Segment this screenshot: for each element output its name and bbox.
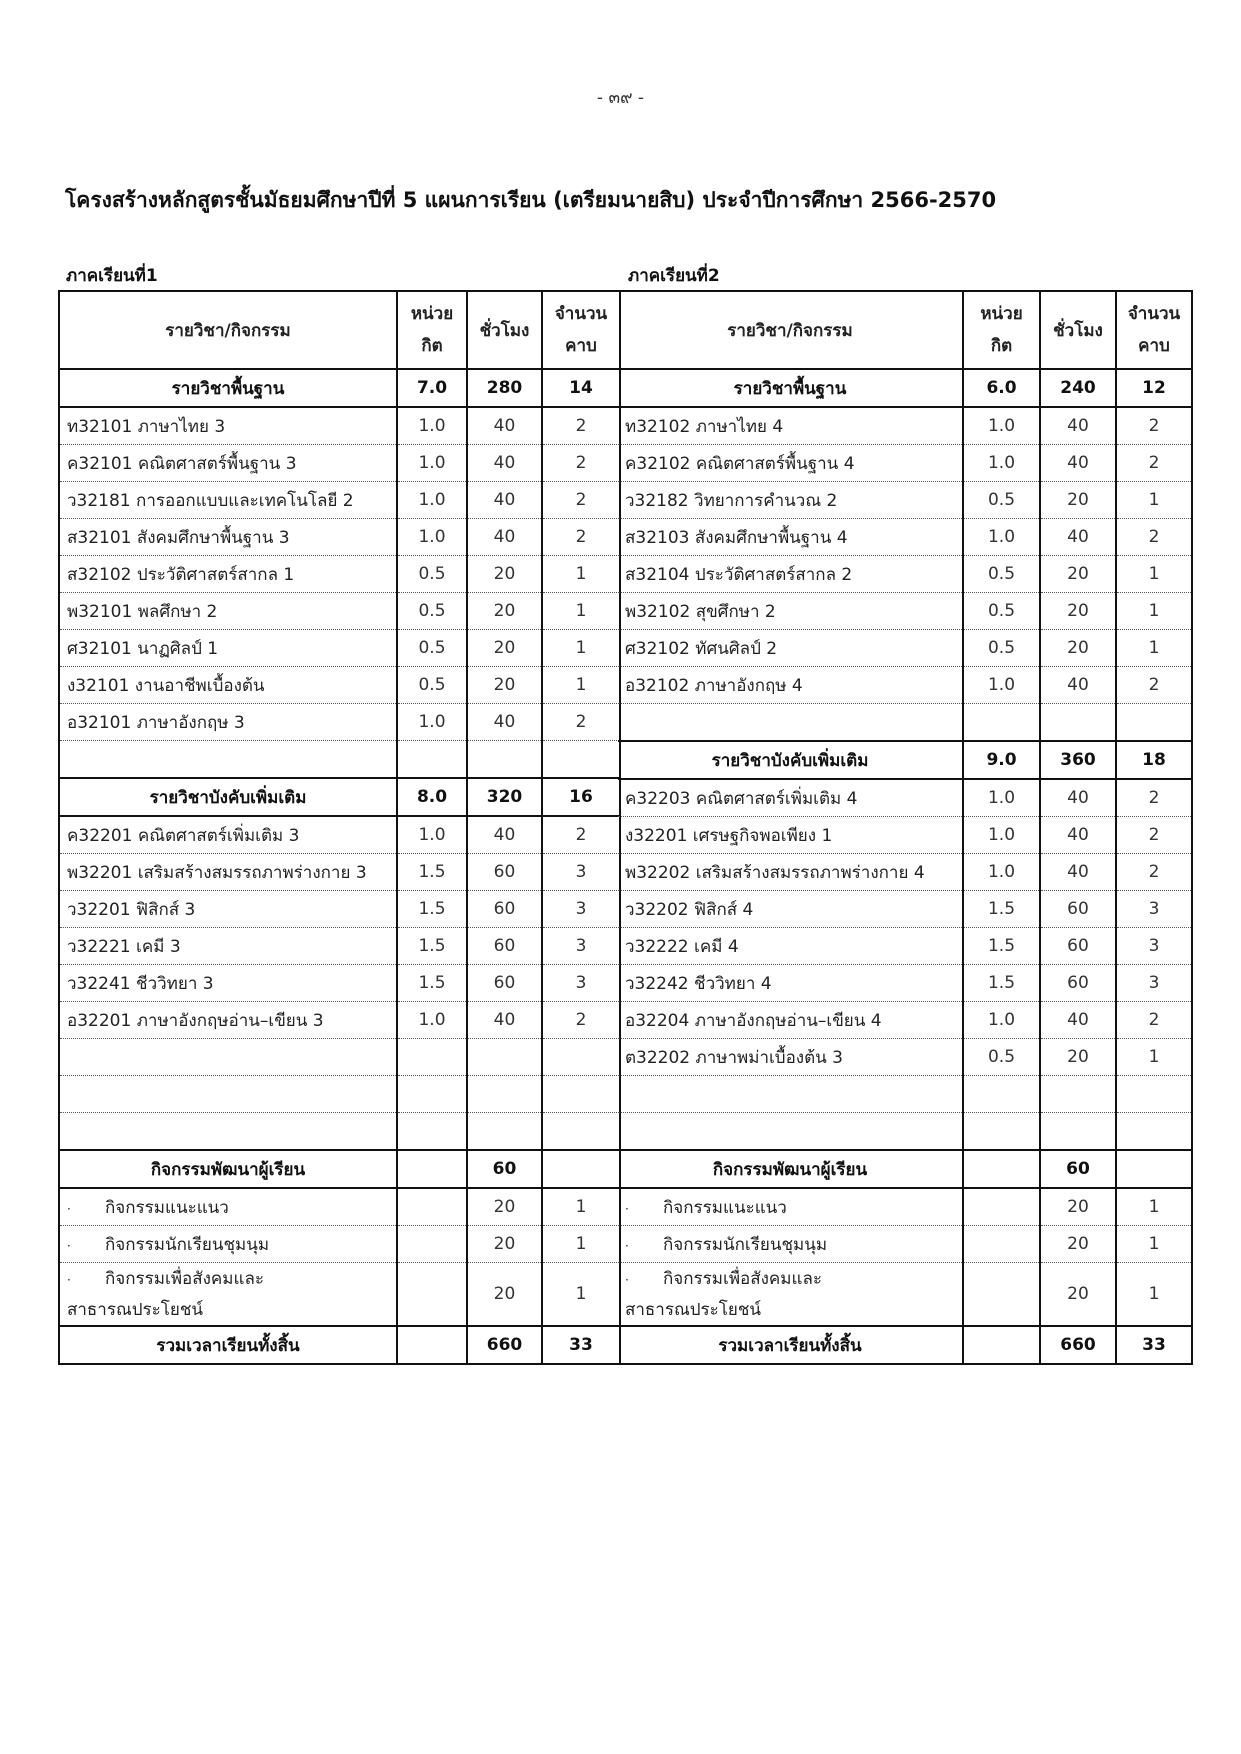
subject-row (59, 704, 620, 741)
subject-credit: 1.0 (397, 482, 467, 519)
subject-row (59, 445, 620, 482)
section-periods: 18 (1116, 741, 1192, 779)
subject-row (618, 482, 1192, 519)
subject-hours: 40 (1040, 445, 1116, 482)
subject-hours: 40 (467, 482, 542, 519)
subject-row (59, 965, 620, 1002)
subject-row (618, 891, 1192, 928)
subject-credit: 1.5 (397, 854, 467, 891)
activity-periods: 1 (542, 1226, 620, 1263)
subject-hours: 40 (467, 1002, 542, 1039)
subject-hours: 20 (1040, 556, 1116, 593)
section-hours: 280 (467, 369, 542, 407)
subject-periods: 1 (1116, 1039, 1192, 1076)
subject-row (618, 407, 1192, 445)
subject-credit: 0.5 (397, 556, 467, 593)
header-credit-line2: กิต (990, 336, 1013, 356)
subject-row (59, 854, 620, 891)
subject-hours: 40 (1040, 519, 1116, 556)
subject-row (618, 1039, 1192, 1076)
activity-label: กิจกรรมแนะแนว (663, 1197, 787, 1218)
header-subject: รายวิชา/กิจกรรม (618, 291, 963, 369)
subject-row (59, 556, 620, 593)
header-credit-line2: กิต (421, 336, 443, 356)
subject-credit: 1.0 (397, 519, 467, 556)
section-hours: 240 (1040, 369, 1116, 407)
subject-name: ว32182 วิทยาการคำนวณ 2 (618, 482, 963, 519)
subject-credit: 1.0 (397, 407, 467, 445)
total-periods: 33 (542, 1326, 620, 1364)
empty-row (618, 1076, 1192, 1113)
section-name: กิจกรรมพัฒนาผู้เรียน (59, 1150, 397, 1188)
subject-periods: 1 (1116, 630, 1192, 667)
activity-credit (397, 1188, 467, 1226)
subject-periods: 1 (1116, 482, 1192, 519)
subject-name: ว32221 เคมี 3 (59, 928, 397, 965)
subject-periods: 2 (1116, 519, 1192, 556)
section-additional-row (618, 741, 1192, 779)
subject-name: ต32202 ภาษาพม่าเบื้องต้น 3 (618, 1039, 963, 1076)
subject-periods: 2 (542, 704, 620, 741)
section-hours: 60 (467, 1150, 542, 1188)
section-name: กิจกรรมพัฒนาผู้เรียน (618, 1150, 963, 1188)
subject-row (618, 630, 1192, 667)
activity-hours: 20 (467, 1263, 542, 1327)
subject-periods: 3 (1116, 928, 1192, 965)
section-basic-row (59, 369, 620, 407)
subject-row (59, 816, 620, 854)
activity-periods: 1 (1116, 1188, 1192, 1226)
section-credit: 9.0 (963, 741, 1040, 779)
header-periods-line1: จำนวน (1127, 304, 1181, 324)
total-periods: 33 (1116, 1326, 1192, 1364)
subject-periods: 1 (1116, 593, 1192, 630)
subject-name: ศ32102 ทัศนศิลป์ 2 (618, 630, 963, 667)
subject-row (618, 667, 1192, 704)
subject-row (618, 928, 1192, 965)
subject-hours: 60 (467, 965, 542, 1002)
subject-name: อ32102 ภาษาอังกฤษ 4 (618, 667, 963, 704)
activity-credit (397, 1226, 467, 1263)
subject-name: ว32201 ฟิสิกส์ 3 (59, 891, 397, 928)
subject-name: ว32181 การออกแบบและเทคโนโลยี 2 (59, 482, 397, 519)
subject-row (618, 817, 1192, 854)
subject-credit: 0.5 (963, 1039, 1040, 1076)
activity-periods: 1 (542, 1263, 620, 1327)
subject-name: ส32102 ประวัติศาสตร์สากล 1 (59, 556, 397, 593)
table-header-row (59, 291, 620, 369)
subject-credit: 0.5 (963, 556, 1040, 593)
activity-row (59, 1226, 620, 1263)
subject-periods: 2 (1116, 817, 1192, 854)
subject-periods: 2 (542, 445, 620, 482)
activity-hours: 20 (1040, 1226, 1116, 1263)
subject-credit: 0.5 (963, 482, 1040, 519)
subject-row (618, 593, 1192, 630)
subject-row (59, 891, 620, 928)
subject-hours: 20 (467, 667, 542, 704)
subject-periods: 2 (1116, 1002, 1192, 1039)
subject-row (618, 1002, 1192, 1039)
activity-name (618, 1188, 963, 1226)
subject-credit: 0.5 (397, 630, 467, 667)
activity-periods: 1 (542, 1188, 620, 1226)
activity-credit (963, 1188, 1040, 1226)
subject-row (59, 519, 620, 556)
activity-row (59, 1263, 620, 1327)
subject-name: พ32101 พลศึกษา 2 (59, 593, 397, 630)
subject-periods: 2 (542, 519, 620, 556)
subject-row (59, 667, 620, 704)
subject-row (59, 928, 620, 965)
subject-hours: 60 (1040, 965, 1116, 1002)
subject-hours: 20 (467, 630, 542, 667)
header-credit (963, 291, 1040, 369)
total-row (618, 1326, 1192, 1364)
subject-row (59, 1002, 620, 1039)
subject-row (59, 593, 620, 630)
subject-periods: 1 (542, 593, 620, 630)
subject-credit: 1.0 (963, 519, 1040, 556)
subject-credit: 1.5 (397, 965, 467, 1002)
subject-periods: 2 (542, 816, 620, 854)
table-header-row (618, 291, 1192, 369)
subject-name: ว32241 ชีววิทยา 3 (59, 965, 397, 1002)
header-credit-line1: หน่วย (410, 304, 454, 324)
subject-hours: 60 (1040, 928, 1116, 965)
subject-row (618, 445, 1192, 482)
header-hours: ชั่วโมง (1040, 291, 1116, 369)
empty-row (59, 1113, 620, 1151)
subject-name: ค32201 คณิตศาสตร์เพิ่มเติม 3 (59, 816, 397, 854)
section-periods: 12 (1116, 369, 1192, 407)
activity-row (618, 1226, 1192, 1263)
section-basic-row (618, 369, 1192, 407)
subject-periods: 2 (542, 482, 620, 519)
total-row (59, 1326, 620, 1364)
section-activities-row (618, 1150, 1192, 1188)
subject-row (59, 482, 620, 519)
subject-name: พ32202 เสริมสร้างสมรรถภาพร่างกาย 4 (618, 854, 963, 891)
subject-periods: 3 (1116, 891, 1192, 928)
subject-periods: 2 (1116, 779, 1192, 817)
activity-label: กิจกรรมแนะแนว (105, 1197, 229, 1218)
subject-name: ค32101 คณิตศาสตร์พื้นฐาน 3 (59, 445, 397, 482)
subject-hours: 60 (467, 854, 542, 891)
subject-name: ว32222 เคมี 4 (618, 928, 963, 965)
total-hours: 660 (467, 1326, 542, 1364)
activity-credit (963, 1263, 1040, 1327)
activity-name (59, 1226, 397, 1263)
activity-hours: 20 (1040, 1263, 1116, 1327)
activity-periods: 1 (1116, 1263, 1192, 1327)
subject-name: ส32104 ประวัติศาสตร์สากล 2 (618, 556, 963, 593)
empty-row (59, 741, 620, 779)
subject-hours: 40 (467, 816, 542, 854)
activity-hours: 20 (1040, 1188, 1116, 1226)
activity-hours: 20 (467, 1188, 542, 1226)
subject-credit: 1.0 (397, 704, 467, 741)
header-periods-line2: คาบ (1138, 336, 1170, 356)
subject-periods: 3 (1116, 965, 1192, 1002)
semester-2-label: ภาคเรียนที่2 (628, 266, 720, 286)
bullet-icon: · (625, 1238, 629, 1253)
subject-hours: 60 (1040, 891, 1116, 928)
page-number: - ๓๙ - (596, 88, 645, 108)
subject-hours: 40 (1040, 667, 1116, 704)
subject-hours: 20 (467, 593, 542, 630)
subject-credit: 1.0 (963, 445, 1040, 482)
subject-credit: 1.5 (397, 928, 467, 965)
subject-hours: 40 (1040, 854, 1116, 891)
subject-periods: 1 (542, 667, 620, 704)
section-credit: 7.0 (397, 369, 467, 407)
bullet-icon: · (67, 1201, 71, 1216)
activity-label-line1: กิจกรรมเพื่อสังคมและ (663, 1268, 823, 1289)
subject-name: ง32101 งานอาชีพเบื้องต้น (59, 667, 397, 704)
activity-name (618, 1226, 963, 1263)
subject-row (618, 519, 1192, 556)
section-name: รายวิชาพื้นฐาน (59, 369, 397, 407)
semester-2-table (618, 290, 1193, 1365)
subject-credit: 1.5 (963, 891, 1040, 928)
subject-row (59, 630, 620, 667)
subject-name: พ32102 สุขศึกษา 2 (618, 593, 963, 630)
subject-name: ศ32101 นาฏศิลป์ 1 (59, 630, 397, 667)
subject-row (618, 854, 1192, 891)
subject-name: อ32201 ภาษาอังกฤษอ่าน–เขียน 3 (59, 1002, 397, 1039)
empty-row (59, 1039, 620, 1076)
activity-row (59, 1188, 620, 1226)
subject-hours: 40 (1040, 1002, 1116, 1039)
activity-hours: 20 (467, 1226, 542, 1263)
activity-label-line2: สาธารณประโยชน์ (67, 1299, 204, 1320)
subject-periods: 2 (1116, 667, 1192, 704)
subject-name: ว32242 ชีววิทยา 4 (618, 965, 963, 1002)
section-name: รายวิชาบังคับเพิ่มเติม (59, 778, 397, 816)
activity-label: กิจกรรมนักเรียนชุมนุม (663, 1234, 828, 1255)
subject-credit: 1.0 (963, 1002, 1040, 1039)
empty-row (59, 1076, 620, 1113)
activity-name (618, 1263, 963, 1327)
activity-label-line1: กิจกรรมเพื่อสังคมและ (105, 1268, 265, 1289)
subject-name: อ32204 ภาษาอังกฤษอ่าน–เขียน 4 (618, 1002, 963, 1039)
subject-periods: 1 (542, 556, 620, 593)
subject-hours: 60 (467, 928, 542, 965)
section-hours: 320 (467, 778, 542, 816)
subject-hours: 20 (1040, 630, 1116, 667)
subject-hours: 20 (1040, 593, 1116, 630)
activity-periods: 1 (1116, 1226, 1192, 1263)
subject-row (618, 965, 1192, 1002)
subject-periods: 2 (1116, 445, 1192, 482)
subject-name: ง32201 เศรษฐกิจพอเพียง 1 (618, 817, 963, 854)
section-periods: 14 (542, 369, 620, 407)
total-label: รวมเวลาเรียนทั้งสิ้น (59, 1326, 397, 1364)
subject-credit: 1.0 (963, 779, 1040, 817)
subject-periods: 2 (1116, 407, 1192, 445)
subject-periods: 2 (542, 1002, 620, 1039)
subject-periods: 2 (542, 407, 620, 445)
subject-row (59, 407, 620, 445)
subject-name: อ32101 ภาษาอังกฤษ 3 (59, 704, 397, 741)
bullet-icon: · (625, 1272, 629, 1287)
subject-credit: 1.0 (963, 407, 1040, 445)
bullet-icon: · (625, 1201, 629, 1216)
subject-credit: 1.0 (397, 445, 467, 482)
subject-periods: 1 (542, 630, 620, 667)
subject-hours: 20 (1040, 482, 1116, 519)
total-label: รวมเวลาเรียนทั้งสิ้น (618, 1326, 963, 1364)
subject-name: ส32103 สังคมศึกษาพื้นฐาน 4 (618, 519, 963, 556)
subject-hours: 40 (1040, 817, 1116, 854)
bullet-icon: · (67, 1238, 71, 1253)
subject-periods: 3 (542, 891, 620, 928)
subject-periods: 3 (542, 928, 620, 965)
section-activities-row (59, 1150, 620, 1188)
page-title: โครงสร้างหลักสูตรชั้นมัธยมศึกษาปีที่ 5 แผนการเรียน (เตรียมนายสิบ) ประจำปีการศึกษา 2566-2570 (65, 188, 997, 212)
subject-credit: 1.0 (397, 816, 467, 854)
activity-credit (397, 1263, 467, 1327)
subject-hours: 40 (1040, 779, 1116, 817)
subject-periods: 2 (1116, 854, 1192, 891)
section-hours: 60 (1040, 1150, 1116, 1188)
subject-credit: 0.5 (397, 593, 467, 630)
header-credit-line1: หน่วย (980, 304, 1023, 324)
header-subject: รายวิชา/กิจกรรม (59, 291, 397, 369)
semester-1-label: ภาคเรียนที่1 (66, 266, 158, 286)
section-additional-row (59, 778, 620, 816)
subject-name: ค32102 คณิตศาสตร์พื้นฐาน 4 (618, 445, 963, 482)
bullet-icon: · (67, 1272, 71, 1287)
subject-hours: 40 (467, 445, 542, 482)
total-hours: 660 (1040, 1326, 1116, 1364)
header-credit (397, 291, 467, 369)
empty-row (618, 1113, 1192, 1151)
subject-credit: 1.0 (963, 667, 1040, 704)
subject-credit: 1.0 (397, 1002, 467, 1039)
activity-row (618, 1263, 1192, 1327)
activity-name (59, 1263, 397, 1327)
subject-hours: 40 (1040, 407, 1116, 445)
subject-hours: 60 (467, 891, 542, 928)
subject-credit: 0.5 (963, 593, 1040, 630)
section-credit: 6.0 (963, 369, 1040, 407)
section-hours: 360 (1040, 741, 1116, 779)
header-periods-line2: คาบ (565, 336, 597, 356)
header-periods-line1: จำนวน (554, 304, 608, 324)
activity-row (618, 1188, 1192, 1226)
subject-periods: 1 (1116, 556, 1192, 593)
subject-credit: 1.5 (963, 965, 1040, 1002)
subject-name: ว32202 ฟิสิกส์ 4 (618, 891, 963, 928)
section-credit: 8.0 (397, 778, 467, 816)
activity-label-line2: สาธารณประโยชน์ (625, 1299, 762, 1320)
subject-name: พ32201 เสริมสร้างสมรรถภาพร่างกาย 3 (59, 854, 397, 891)
subject-name: ค32203 คณิตศาสตร์เพิ่มเติม 4 (618, 779, 963, 817)
activity-label: กิจกรรมนักเรียนชุมนุม (105, 1234, 270, 1255)
activity-credit (963, 1226, 1040, 1263)
subject-hours: 20 (467, 556, 542, 593)
activity-name (59, 1188, 397, 1226)
subject-hours: 20 (1040, 1039, 1116, 1076)
subject-periods: 3 (542, 854, 620, 891)
subject-name: ท32102 ภาษาไทย 4 (618, 407, 963, 445)
section-name: รายวิชาพื้นฐาน (618, 369, 963, 407)
subject-credit: 1.0 (963, 854, 1040, 891)
subject-name: ท32101 ภาษาไทย 3 (59, 407, 397, 445)
subject-credit: 0.5 (397, 667, 467, 704)
subject-credit: 1.0 (963, 817, 1040, 854)
subject-credit: 1.5 (963, 928, 1040, 965)
header-periods (542, 291, 620, 369)
semester-1-table (58, 290, 621, 1365)
subject-hours: 40 (467, 519, 542, 556)
subject-row (618, 556, 1192, 593)
header-hours: ชั่วโมง (467, 291, 542, 369)
section-name: รายวิชาบังคับเพิ่มเติม (618, 741, 963, 779)
subject-name: ส32101 สังคมศึกษาพื้นฐาน 3 (59, 519, 397, 556)
subject-hours: 40 (467, 704, 542, 741)
empty-row (618, 704, 1192, 742)
subject-periods: 3 (542, 965, 620, 1002)
section-periods: 16 (542, 778, 620, 816)
subject-row (618, 779, 1192, 817)
subject-hours: 40 (467, 407, 542, 445)
subject-credit: 0.5 (963, 630, 1040, 667)
header-periods (1116, 291, 1192, 369)
subject-credit: 1.5 (397, 891, 467, 928)
